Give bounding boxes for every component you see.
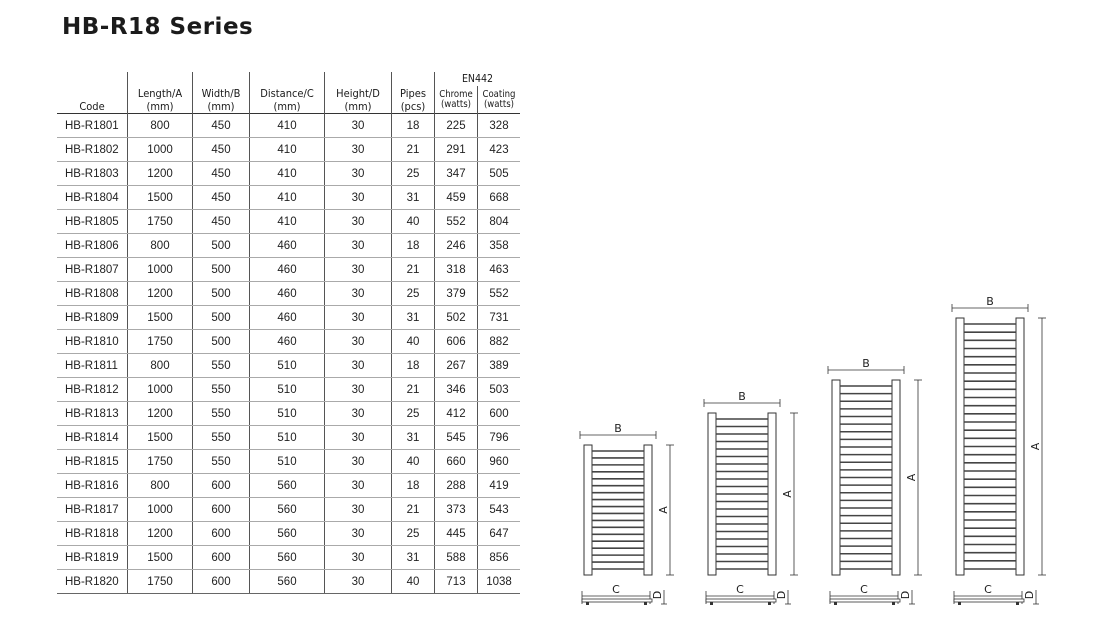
cell-height: 30 [325, 210, 392, 234]
cell-pipes: 18 [392, 354, 435, 378]
table-row [57, 210, 520, 234]
cell-height: 30 [325, 378, 392, 402]
wall-bracket [892, 602, 895, 605]
cell-chrome: 318 [435, 258, 478, 282]
cell-width: 600 [193, 570, 250, 594]
cell-length: 800 [128, 354, 193, 378]
cell-length: 1750 [128, 210, 193, 234]
cell-chrome: 412 [435, 402, 478, 426]
cell-distance: 460 [250, 234, 325, 258]
cell-pipes: 40 [392, 570, 435, 594]
cell-chrome: 552 [435, 210, 478, 234]
bottom-rail [582, 599, 652, 602]
cell-coating: 389 [478, 354, 521, 378]
cell-length: 800 [128, 474, 193, 498]
cell-distance: 460 [250, 330, 325, 354]
table-row [57, 402, 520, 426]
cell-length: 800 [128, 234, 193, 258]
table-row [57, 234, 520, 258]
cell-height: 30 [325, 570, 392, 594]
table-row [57, 498, 520, 522]
cell-length: 1500 [128, 306, 193, 330]
cell-coating: 796 [478, 426, 521, 450]
cell-height: 30 [325, 306, 392, 330]
wall-bracket [958, 602, 961, 605]
cell-distance: 560 [250, 522, 325, 546]
wall-bracket [834, 602, 837, 605]
cell-coating: 960 [478, 450, 521, 474]
wall-bracket [710, 602, 713, 605]
table-row [57, 186, 520, 210]
cell-chrome: 379 [435, 282, 478, 306]
dim-d-label: D [651, 590, 664, 600]
cell-height: 30 [325, 354, 392, 378]
right-rail [768, 413, 776, 575]
dim-b-label: B [986, 295, 994, 308]
cell-length: 800 [128, 114, 193, 138]
cell-code: HB-R1814 [57, 426, 128, 450]
cell-length: 1750 [128, 330, 193, 354]
cell-length: 1000 [128, 258, 193, 282]
table-row [57, 306, 520, 330]
left-rail [832, 380, 840, 575]
cell-distance: 460 [250, 306, 325, 330]
table-row [57, 354, 520, 378]
cell-code: HB-R1820 [57, 570, 128, 594]
dim-c-label: C [860, 583, 868, 596]
cell-pipes: 40 [392, 210, 435, 234]
cell-chrome: 459 [435, 186, 478, 210]
dim-c-label: C [612, 583, 620, 596]
cell-length: 1750 [128, 570, 193, 594]
cell-width: 550 [193, 426, 250, 450]
cell-height: 30 [325, 330, 392, 354]
right-rail [892, 380, 900, 575]
header-en442: EN442 [435, 72, 521, 86]
cell-width: 550 [193, 402, 250, 426]
cell-height: 30 [325, 402, 392, 426]
cell-chrome: 545 [435, 426, 478, 450]
cell-pipes: 25 [392, 162, 435, 186]
cell-width: 600 [193, 474, 250, 498]
cell-chrome: 288 [435, 474, 478, 498]
cell-pipes: 25 [392, 282, 435, 306]
cell-width: 500 [193, 306, 250, 330]
dim-d-label: D [775, 590, 788, 600]
cell-code: HB-R1818 [57, 522, 128, 546]
cell-height: 30 [325, 426, 392, 450]
header-coating: Coating (watts) [478, 86, 521, 114]
cell-coating: 463 [478, 258, 521, 282]
cell-pipes: 21 [392, 378, 435, 402]
cell-coating: 600 [478, 402, 521, 426]
cell-height: 30 [325, 258, 392, 282]
cell-length: 1200 [128, 162, 193, 186]
cell-chrome: 347 [435, 162, 478, 186]
cell-distance: 410 [250, 210, 325, 234]
cell-length: 1000 [128, 138, 193, 162]
cell-chrome: 606 [435, 330, 478, 354]
cell-length: 1500 [128, 186, 193, 210]
cell-coating: 328 [478, 114, 521, 138]
cell-length: 1200 [128, 282, 193, 306]
wall-bracket [644, 602, 647, 605]
table-row [57, 522, 520, 546]
bottom-rail [830, 599, 900, 602]
cell-distance: 410 [250, 138, 325, 162]
table-row [57, 378, 520, 402]
cell-height: 30 [325, 234, 392, 258]
cell-code: HB-R1803 [57, 162, 128, 186]
cell-length: 1200 [128, 522, 193, 546]
wall-bracket [586, 602, 589, 605]
cell-pipes: 31 [392, 546, 435, 570]
cell-distance: 510 [250, 354, 325, 378]
cell-pipes: 25 [392, 402, 435, 426]
cell-distance: 460 [250, 282, 325, 306]
cell-coating: 505 [478, 162, 521, 186]
cell-chrome: 373 [435, 498, 478, 522]
dim-b-label: B [614, 422, 622, 435]
cell-coating: 423 [478, 138, 521, 162]
left-rail [956, 318, 964, 575]
cell-height: 30 [325, 162, 392, 186]
cell-code: HB-R1809 [57, 306, 128, 330]
cell-coating: 668 [478, 186, 521, 210]
cell-chrome: 502 [435, 306, 478, 330]
cell-pipes: 21 [392, 498, 435, 522]
cell-pipes: 31 [392, 186, 435, 210]
cell-coating: 856 [478, 546, 521, 570]
cell-code: HB-R1806 [57, 234, 128, 258]
table-row [57, 162, 520, 186]
table-row [57, 258, 520, 282]
cell-width: 450 [193, 138, 250, 162]
cell-chrome: 346 [435, 378, 478, 402]
dim-b-label: B [862, 357, 870, 370]
cell-pipes: 18 [392, 234, 435, 258]
left-rail [708, 413, 716, 575]
cell-pipes: 25 [392, 522, 435, 546]
cell-chrome: 267 [435, 354, 478, 378]
cell-distance: 410 [250, 114, 325, 138]
cell-code: HB-R1805 [57, 210, 128, 234]
cell-coating: 647 [478, 522, 521, 546]
cell-width: 550 [193, 450, 250, 474]
cell-width: 500 [193, 282, 250, 306]
cell-pipes: 21 [392, 138, 435, 162]
cell-coating: 552 [478, 282, 521, 306]
bottom-rail [954, 599, 1024, 602]
cell-chrome: 660 [435, 450, 478, 474]
cell-pipes: 18 [392, 114, 435, 138]
dim-a-label: A [1029, 442, 1042, 451]
cell-width: 550 [193, 378, 250, 402]
header-code: Code [79, 100, 105, 113]
cell-coating: 543 [478, 498, 521, 522]
cell-height: 30 [325, 138, 392, 162]
cell-height: 30 [325, 450, 392, 474]
cell-width: 600 [193, 522, 250, 546]
cell-width: 500 [193, 258, 250, 282]
header-height: Height/D (mm) [325, 72, 392, 114]
table-row [57, 450, 520, 474]
table-row [57, 474, 520, 498]
cell-chrome: 291 [435, 138, 478, 162]
cell-width: 450 [193, 186, 250, 210]
cell-length: 1500 [128, 426, 193, 450]
cell-height: 30 [325, 114, 392, 138]
cell-coating: 419 [478, 474, 521, 498]
cell-chrome: 225 [435, 114, 478, 138]
cell-width: 600 [193, 498, 250, 522]
cell-coating: 503 [478, 378, 521, 402]
cell-distance: 560 [250, 498, 325, 522]
cell-coating: 731 [478, 306, 521, 330]
cell-length: 1000 [128, 378, 193, 402]
table-row [57, 426, 520, 450]
radiator-diagrams [570, 290, 1065, 620]
cell-length: 1750 [128, 450, 193, 474]
cell-pipes: 31 [392, 426, 435, 450]
header-width: Width/B (mm) [193, 72, 250, 114]
bottom-rail [706, 599, 776, 602]
dim-a-label: A [905, 473, 918, 482]
cell-width: 600 [193, 546, 250, 570]
cell-code: HB-R1808 [57, 282, 128, 306]
dim-d-label: D [899, 590, 912, 600]
cell-distance: 510 [250, 402, 325, 426]
cell-height: 30 [325, 186, 392, 210]
cell-code: HB-R1819 [57, 546, 128, 570]
page-title: HB-R18 Series [62, 14, 254, 40]
cell-chrome: 445 [435, 522, 478, 546]
right-rail [644, 445, 652, 575]
cell-height: 30 [325, 282, 392, 306]
left-rail [584, 445, 592, 575]
cell-code: HB-R1807 [57, 258, 128, 282]
spec-table [57, 72, 520, 594]
cell-code: HB-R1810 [57, 330, 128, 354]
cell-length: 1200 [128, 402, 193, 426]
cell-height: 30 [325, 474, 392, 498]
cell-code: HB-R1811 [57, 354, 128, 378]
header-chrome: Chrome (watts) [435, 86, 478, 114]
cell-distance: 410 [250, 162, 325, 186]
table-row [57, 546, 520, 570]
table-row [57, 282, 520, 306]
cell-distance: 560 [250, 474, 325, 498]
cell-pipes: 31 [392, 306, 435, 330]
cell-width: 550 [193, 354, 250, 378]
table-row [57, 330, 520, 354]
cell-height: 30 [325, 546, 392, 570]
cell-pipes: 21 [392, 258, 435, 282]
cell-distance: 560 [250, 570, 325, 594]
dim-a-label: A [657, 506, 670, 514]
cell-pipes: 18 [392, 474, 435, 498]
cell-code: HB-R1804 [57, 186, 128, 210]
wall-bracket [768, 602, 771, 605]
dim-c-label: C [736, 583, 744, 596]
wall-bracket [1016, 602, 1019, 605]
cell-code: HB-R1815 [57, 450, 128, 474]
cell-distance: 460 [250, 258, 325, 282]
cell-distance: 410 [250, 186, 325, 210]
cell-chrome: 713 [435, 570, 478, 594]
table-row [57, 138, 520, 162]
dim-b-label: B [738, 390, 746, 403]
cell-code: HB-R1817 [57, 498, 128, 522]
cell-width: 450 [193, 210, 250, 234]
cell-distance: 510 [250, 378, 325, 402]
cell-width: 500 [193, 234, 250, 258]
cell-coating: 358 [478, 234, 521, 258]
header-distance: Distance/C (mm) [250, 72, 325, 114]
cell-code: HB-R1816 [57, 474, 128, 498]
header-length: Length/A (mm) [128, 72, 193, 114]
cell-width: 500 [193, 330, 250, 354]
cell-coating: 1038 [478, 570, 521, 594]
cell-chrome: 588 [435, 546, 478, 570]
cell-pipes: 40 [392, 450, 435, 474]
cell-code: HB-R1813 [57, 402, 128, 426]
cell-width: 450 [193, 162, 250, 186]
dim-d-label: D [1023, 590, 1036, 600]
table-row [57, 114, 520, 138]
cell-code: HB-R1801 [57, 114, 128, 138]
cell-distance: 560 [250, 546, 325, 570]
cell-code: HB-R1802 [57, 138, 128, 162]
cell-length: 1000 [128, 498, 193, 522]
cell-code: HB-R1812 [57, 378, 128, 402]
dim-a-label: A [781, 490, 794, 498]
table-row [57, 570, 520, 594]
cell-width: 450 [193, 114, 250, 138]
cell-distance: 510 [250, 426, 325, 450]
cell-distance: 510 [250, 450, 325, 474]
cell-chrome: 246 [435, 234, 478, 258]
cell-height: 30 [325, 498, 392, 522]
right-rail [1016, 318, 1024, 575]
header-pipes: Pipes (pcs) [392, 72, 435, 114]
cell-coating: 882 [478, 330, 521, 354]
cell-coating: 804 [478, 210, 521, 234]
cell-height: 30 [325, 522, 392, 546]
cell-pipes: 40 [392, 330, 435, 354]
cell-length: 1500 [128, 546, 193, 570]
dim-c-label: C [984, 583, 992, 596]
